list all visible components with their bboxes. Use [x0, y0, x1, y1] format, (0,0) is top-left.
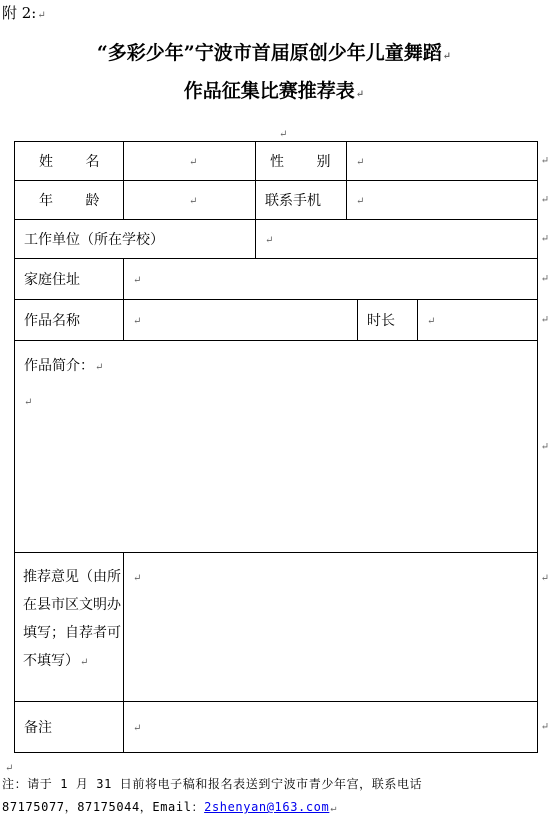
workplace-label-cell: 工作单位（所在学校） [14, 219, 256, 259]
address-label-cell: 家庭住址 [14, 258, 124, 300]
blank-paragraph: ↵ [279, 129, 288, 140]
annex-label: 附 2:↵ [2, 4, 46, 22]
intro-label: 作品简介：↵ [24, 358, 104, 374]
work-name-label-cell: 作品名称 [14, 299, 124, 341]
address-field[interactable]: ↵ ↵ [123, 258, 538, 300]
recommend-label-cell [14, 552, 124, 702]
work-name-field[interactable]: ↵ [123, 299, 358, 341]
intro-field[interactable]: 作品简介：↵ ↵ ↵ [14, 340, 538, 553]
remarks-field[interactable]: ↵ ↵ [123, 701, 538, 753]
page-title-line2: 作品征集比赛推荐表↵ [183, 80, 365, 102]
page-title-line1: “多彩少年”宁波市首届原创少年儿童舞蹈↵ [96, 42, 452, 64]
gender-label-cell: 性 别 [255, 141, 347, 181]
recommend-label: 推荐意见（由所在县市区文明办填写；自荐者可不填写）↵ [23, 569, 121, 669]
recommend-field[interactable]: ↵ ↵ [123, 552, 538, 702]
age-label-cell: 年 龄 [14, 180, 124, 220]
name-label-cell: 姓 名 [14, 141, 124, 181]
duration-field[interactable]: ↵ ↵ [417, 299, 538, 341]
blank-paragraph-2: ↵ [5, 763, 14, 774]
footer-note-line1: 注：请于 1 月 31 日前将电子稿和报名表送到宁波市青少年宫，联系电话 [2, 777, 423, 791]
phone-field[interactable]: ↵ ↵ [346, 180, 538, 220]
gender-field[interactable]: ↵ ↵ [346, 141, 538, 181]
footer-note-line2: 87175077，87175044，Email：2shenyan@163.com↵ [2, 800, 337, 814]
duration-label-cell: 时长 [357, 299, 418, 341]
email-link[interactable]: 2shenyan@163.com [204, 800, 330, 814]
name-field[interactable]: ↵ [123, 141, 256, 181]
age-field[interactable]: ↵ [123, 180, 256, 220]
remarks-label-cell: 备注 [14, 701, 124, 753]
workplace-field[interactable]: ↵ ↵ [255, 219, 538, 259]
phone-label-cell: 联系手机 [255, 180, 347, 220]
